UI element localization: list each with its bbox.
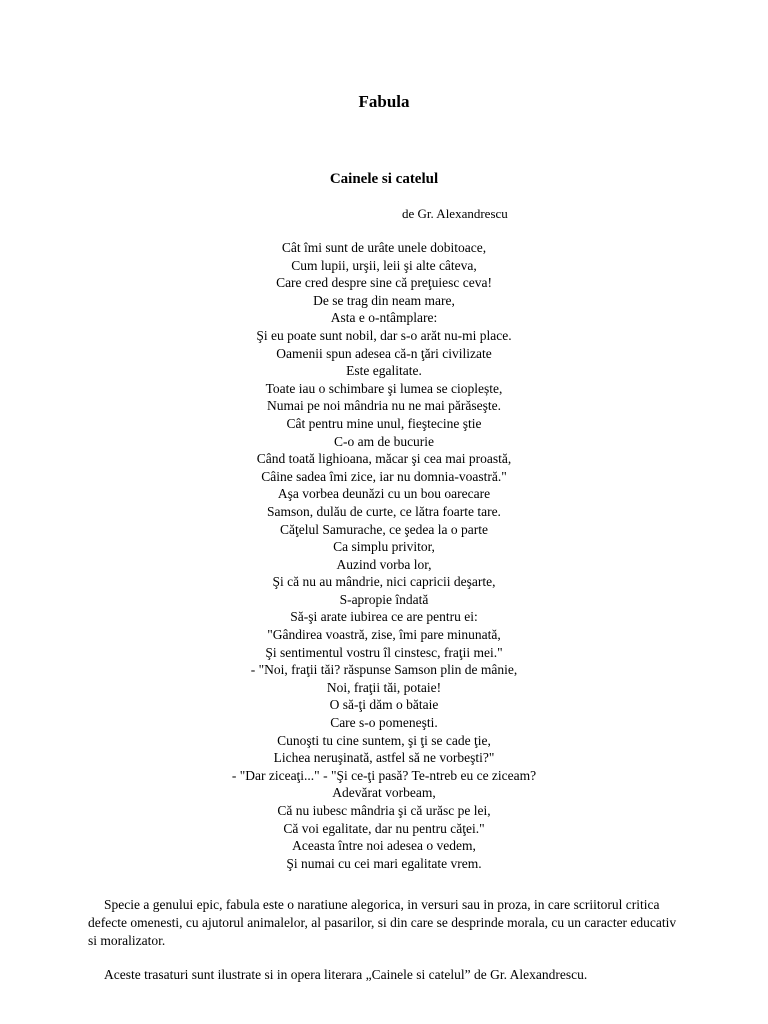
poem-line: Căţelul Samurache, ce şedea la o parte bbox=[279, 521, 489, 537]
poem-line: Lichea neruşinată, astfel să ne vorbeşti?" bbox=[273, 750, 495, 766]
poem-line: Asta e o-ntâmplare: bbox=[330, 310, 438, 326]
poem-author: de Gr. Alexandrescu bbox=[402, 206, 508, 221]
poem-line: Auzind vorba lor, bbox=[336, 556, 432, 572]
poem-line: Noi, fraţii tăi, potaie! bbox=[326, 679, 442, 695]
poem-line: Care s-o pomeneşti. bbox=[330, 715, 438, 731]
poem-line: Adevărat vorbeam, bbox=[332, 785, 436, 801]
document-title: Fabula bbox=[358, 92, 410, 111]
poem-line: Care cred despre sine că preţuiesc ceva! bbox=[276, 275, 492, 291]
poem-line: Când toată lighioana, măcar şi cea mai proastă, bbox=[256, 451, 512, 467]
poem-body bbox=[0, 239, 768, 872]
poem-line: Cunoşti tu cine suntem, şi ţi se cade ţie, bbox=[277, 732, 491, 748]
poem-line: Şi sentimentul vostru îl cinstesc, fraţii mei." bbox=[265, 644, 503, 660]
analysis-paragraph: Specie a genului epic, fabula este o naratiune alegorica, in versuri sau in proza, in care scriitorul critica defecte omenesti, cu ajutorul animalelor, al pasarilor, si din care se desprinde morala, cu un caracter educativ si moralizator. bbox=[88, 897, 677, 948]
poem-line: De se trag din neam mare, bbox=[313, 292, 455, 308]
poem-line: Aceasta între noi adesea o vedem, bbox=[292, 838, 476, 854]
poem-line: Şi că nu au mândrie, nici capricii deşarte, bbox=[272, 574, 496, 590]
poem-line: - "Dar ziceaţi..." - "Şi ce-ţi pasă? Te-ntreb eu ce ziceam? bbox=[231, 767, 537, 783]
poem-line: Să-şi arate iubirea ce are pentru ei: bbox=[290, 609, 478, 625]
poem-line: Aşa vorbea deunăzi cu un bou oarecare bbox=[277, 486, 491, 502]
poem-line: Cât îmi sunt de urâte unele dobitoace, bbox=[281, 240, 487, 255]
poem-line: Este egalitate. bbox=[346, 363, 422, 379]
poem-line: Numai pe noi mândria nu ne mai părăseşte. bbox=[267, 398, 501, 414]
poem-line: Câine sadea îmi zice, iar nu domnia-voastră." bbox=[261, 468, 507, 484]
poem-line: Cum lupii, urşii, leii şi alte câteva, bbox=[291, 257, 477, 273]
poem-line: Ca simplu privitor, bbox=[333, 539, 435, 555]
poem-line: Oamenii spun adesea că-n ţări civilizate bbox=[276, 345, 492, 361]
poem-line: Că nu iubesc mândria şi că urăsc pe lei, bbox=[277, 803, 491, 818]
poem-title: Cainele si catelul bbox=[329, 171, 439, 187]
poem-line: Şi numai cu cei mari egalitate vrem. bbox=[286, 855, 482, 871]
poem-line: Că voi egalitate, dar nu pentru căţei." bbox=[283, 820, 485, 836]
poem-line: O să-ţi dăm o bătaie bbox=[329, 697, 439, 713]
poem-line: Samson, dulău de curte, ce lătra foarte tare. bbox=[267, 503, 501, 519]
poem-line: - "Noi, fraţii tăi? răspunse Samson plin de mânie, bbox=[250, 662, 518, 678]
poem-line: Cât pentru mine unul, fieştecine ştie bbox=[286, 415, 482, 431]
poem-line: C-o am de bucurie bbox=[333, 433, 435, 449]
conclusion-paragraph: Aceste trasaturi sunt ilustrate si in opera literara „Cainele si catelul” de Gr. Alexandrescu. bbox=[104, 967, 588, 982]
poem-line: Şi eu poate sunt nobil, dar s-o arăt nu-mi place. bbox=[256, 327, 512, 343]
poem-line: S-apropie îndată bbox=[339, 591, 429, 607]
poem-line: "Gândirea voastră, zise, îmi pare minunată, bbox=[267, 627, 501, 643]
poem-line: Toate iau o schimbare şi lumea se cioplește, bbox=[265, 380, 503, 396]
